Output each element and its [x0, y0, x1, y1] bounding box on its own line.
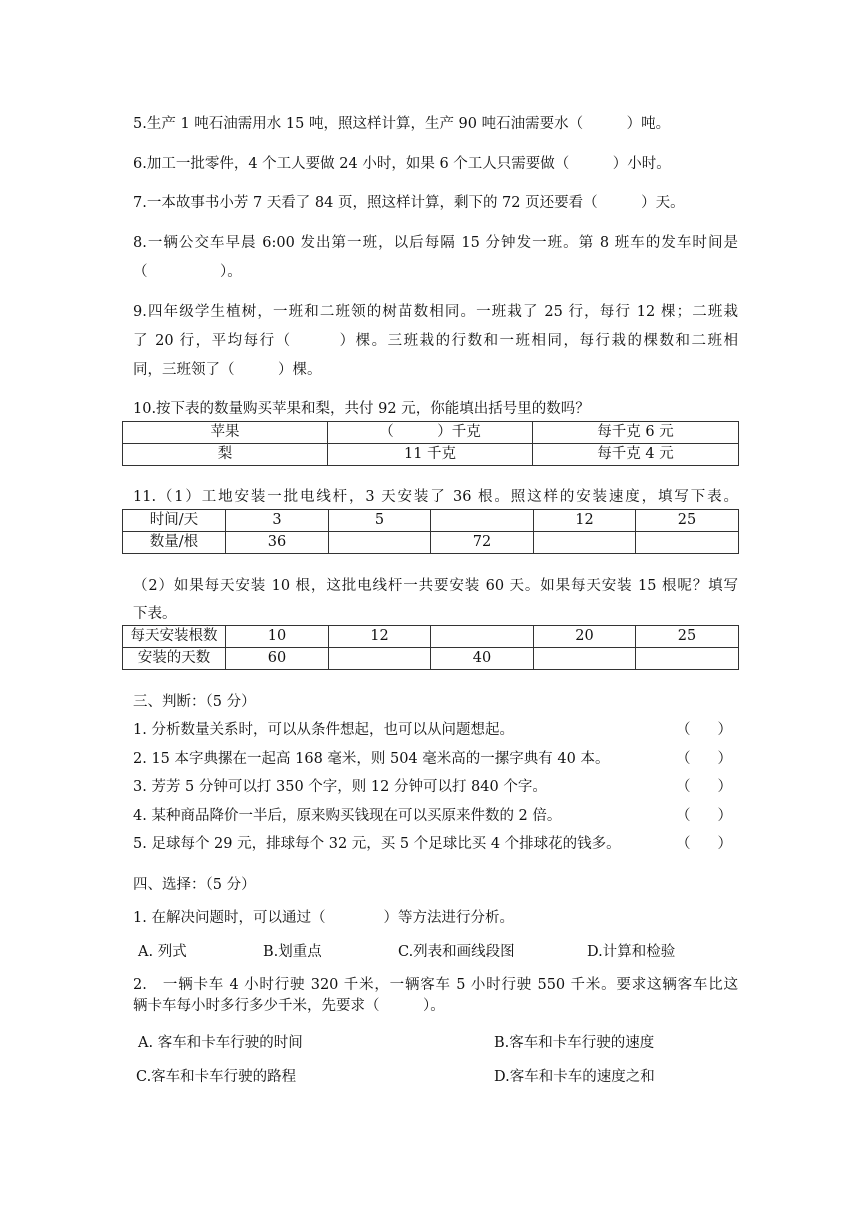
table-cell: 20: [534, 626, 636, 648]
table-cell: 25: [636, 510, 739, 532]
option-b[interactable]: B.划重点: [263, 944, 322, 960]
answer-parentheses[interactable]: （ ）: [676, 808, 732, 824]
table-11-part-1: [122, 509, 739, 554]
option-b[interactable]: B.客车和卡车行驶的速度: [494, 1035, 655, 1051]
choice-question-1: 1. 在解决问题时，可以通过（ ）等方法进行分析。: [133, 910, 514, 926]
judgement-item-1: 1. 分析数量关系时，可以从条件想起，也可以从问题想起。: [133, 722, 514, 738]
option-a[interactable]: A. 列式: [138, 944, 187, 960]
table-cell: 梨: [123, 444, 328, 466]
table-cell: 12: [329, 626, 431, 648]
table-cell: 25: [636, 626, 739, 648]
table-cell: [636, 648, 739, 670]
option-d[interactable]: D.客车和卡车的速度之和: [494, 1069, 655, 1085]
answer-parentheses[interactable]: （ ）: [676, 722, 732, 738]
table-cell: 每天安装根数: [123, 626, 226, 648]
option-c[interactable]: C.列表和画线段图: [398, 944, 515, 960]
option-d[interactable]: D.计算和检验: [587, 944, 676, 960]
question-11-part-2-line-1: （2）如果每天安装 10 根，这批电线杆一共要安装 60 天。如果每天安装 15 根呢？填写: [133, 578, 738, 594]
answer-parentheses[interactable]: （ ）: [676, 779, 732, 795]
table-11-part-2: [122, 625, 739, 670]
answer-parentheses[interactable]: （ ）: [676, 751, 732, 767]
question-8-line-1: 8.一辆公交车早晨 6:00 发出第一班，以后每隔 15 分钟发一班。第 8 班车的发车时间是: [133, 235, 738, 251]
table-cell: 36: [226, 532, 329, 554]
judgement-item-4: 4. 某种商品降价一半后，原来购买钱现在可以买原来件数的 2 倍。: [133, 808, 562, 824]
table-row: [123, 422, 739, 444]
table-row: [123, 444, 739, 466]
choice-question-2-line-2: 辆卡车每小时多行多少千米，先要求（ ）。: [133, 998, 445, 1014]
table-row: [123, 510, 739, 532]
table-cell: 60: [226, 648, 329, 670]
table-row: [123, 532, 739, 554]
table-cell: 苹果: [123, 422, 328, 444]
table-cell: [431, 510, 534, 532]
answer-parentheses[interactable]: （ ）: [676, 836, 732, 852]
section-3-heading: 三、判断：（5 分）: [133, 694, 256, 710]
table-cell: 数量/根: [123, 532, 226, 554]
table-cell: 12: [534, 510, 636, 532]
table-cell: [431, 626, 534, 648]
table-cell: 72: [431, 532, 534, 554]
table-cell: [636, 532, 739, 554]
table-cell: 40: [431, 648, 534, 670]
question-11-part-1: 11.（1）工地安装一批电线杆，3 天安装了 36 根。照这样的安装速度，填写下表。: [133, 489, 738, 505]
question-9-line-2: 了 20 行，平均每行（ ）棵。三班栽的行数和一班相同，每行栽的棵数和二班相: [133, 333, 738, 349]
table-cell: [534, 648, 636, 670]
table-cell: 10: [226, 626, 329, 648]
question-10: 10.按下表的数量购买苹果和梨，共付 92 元，你能填出括号里的数吗？: [133, 401, 590, 417]
option-c[interactable]: C.客车和卡车行驶的路程: [136, 1069, 297, 1085]
table-cell: [329, 648, 431, 670]
question-6: 6.加工一批零件，4 个工人要做 24 小时，如果 6 个工人只需要做（ ）小时。: [133, 156, 671, 172]
choice-question-2-line-1: 2. 一辆卡车 4 小时行驶 320 千米，一辆客车 5 小时行驶 550 千米。要求这辆客车比这: [133, 977, 738, 993]
table-row: [123, 626, 739, 648]
judgement-item-3: 3. 芳芳 5 分钟可以打 350 个字，则 12 分钟可以打 840 个字。: [133, 779, 547, 795]
question-11-part-2-line-2: 下表。: [133, 606, 177, 622]
table-cell: 安装的天数: [123, 648, 226, 670]
judgement-item-2: 2. 15 本字典摞在一起高 168 毫米，则 504 毫米高的一摞字典有 40 本。: [133, 751, 610, 767]
table-cell: [329, 532, 431, 554]
table-10: [122, 421, 739, 466]
table-row: [123, 648, 739, 670]
table-cell: 11 千克: [328, 444, 533, 466]
table-cell: 时间/天: [123, 510, 226, 532]
judgement-item-5: 5. 足球每个 29 元，排球每个 32 元，买 5 个足球比买 4 个排球花的钱多。: [133, 836, 621, 852]
question-5: 5.生产 1 吨石油需用水 15 吨，照这样计算，生产 90 吨石油需要水（ ）吨。: [133, 116, 671, 132]
question-7: 7.一本故事书小芳 7 天看了 84 页，照这样计算，剩下的 72 页还要看（ ）天。: [133, 195, 685, 211]
table-cell: 每千克 6 元: [533, 422, 739, 444]
question-8-line-2: （ ）。: [133, 264, 242, 280]
table-cell: 5: [329, 510, 431, 532]
option-a[interactable]: A. 客车和卡车行驶的时间: [138, 1035, 303, 1051]
question-9-line-1: 9.四年级学生植树，一班和二班领的树苗数相同。一班栽了 25 行，每行 12 棵；二班栽: [133, 304, 738, 320]
table-cell: （ ）千克: [328, 422, 533, 444]
question-9-line-3: 同，三班领了（ ）棵。: [133, 362, 322, 378]
section-4-heading: 四、选择：（5 分）: [133, 877, 256, 893]
table-cell: 每千克 4 元: [533, 444, 739, 466]
table-cell: [534, 532, 636, 554]
table-cell: 3: [226, 510, 329, 532]
